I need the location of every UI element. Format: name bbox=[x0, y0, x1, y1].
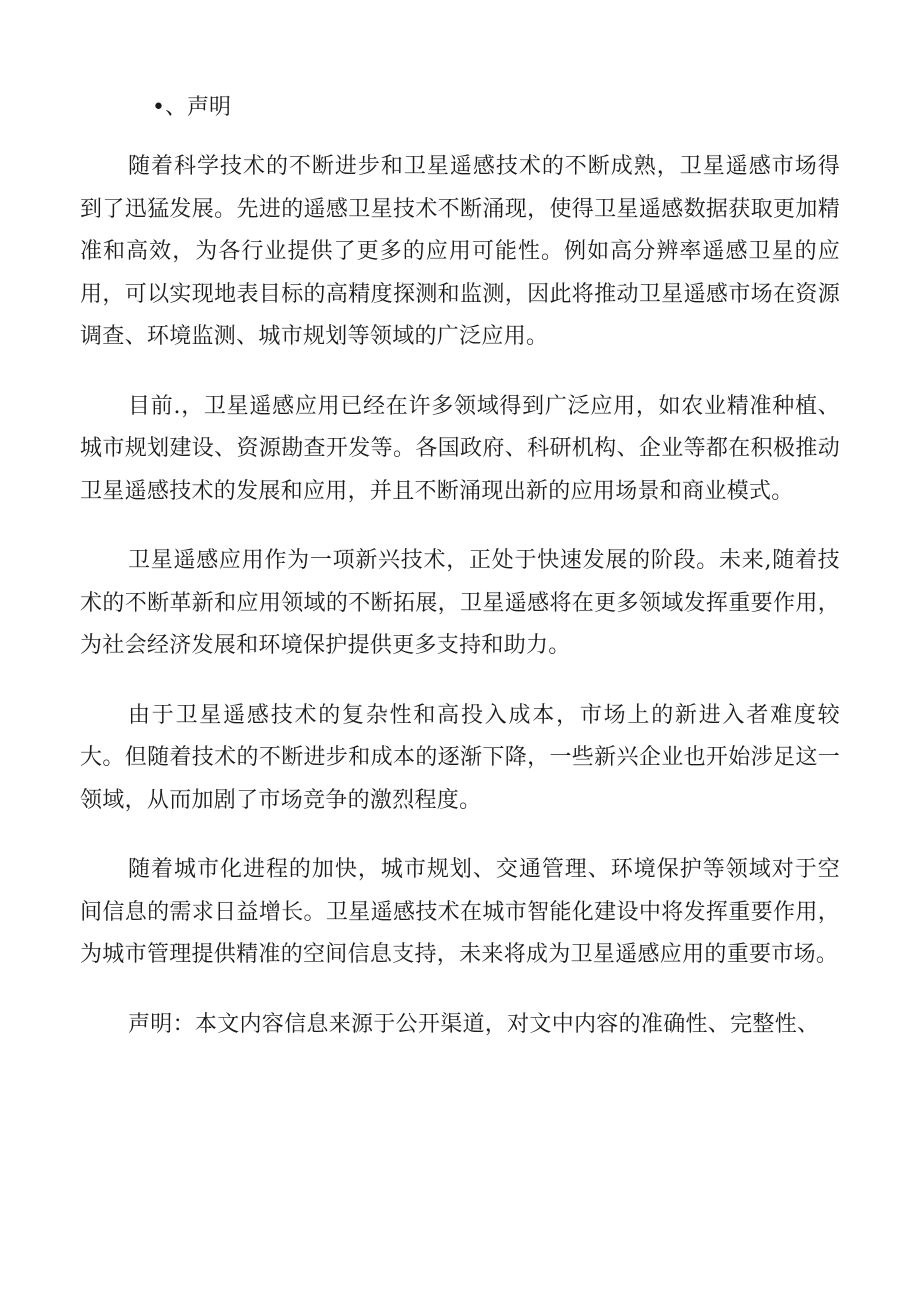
section-heading: •、声明 bbox=[152, 95, 231, 120]
paragraph-disclaimer: 声明：本文内容信息来源于公开渠道，对文中内容的准确性、完整性、 bbox=[128, 1011, 820, 1037]
paragraph-emerging-technology: 卫星遥感应用作为一项新兴技术，正处于快速发展的阶段。未来,随着技术的不断革新和应用领域的不断拓展，卫星遥感将在更多领域发挥重要作用，为社会经济发展和环境保护提供更多支持和助力。 bbox=[80, 548, 840, 658]
paragraph-market-competition: 由于卫星遥感技术的复杂性和高投入成本，市场上的新进入者难度较大。但随着技术的不断进步和成本的逐渐下降，一些新兴企业也开始涉足这一领域，从而加剧了市场竞争的激烈程度。 bbox=[80, 702, 840, 813]
paragraph-urban-demand: 随着城市化进程的加快，城市规划、交通管理、环境保护等领域对于空间信息的需求日益增长。卫星遥感技术在城市智能化建设中将发挥重要作用，为城市管理提供精准的空间信息支持，未来将成为卫星遥感应用的重要市场。 bbox=[80, 857, 840, 967]
document-body bbox=[80, 146, 840, 1073]
paragraph-current-applications: 目前.，卫星遥感应用已经在许多领域得到广泛应用，如农业精准种植、城市规划建设、资源勘查开发等。各国政府、科研机构、企业等都在积极推动卫星遥感技术的发展和应用，并且不断涌现出新的应用场景和商业模式。 bbox=[80, 393, 840, 504]
paragraph-market-development: 随着科学技术的不断进步和卫星遥感技术的不断成熟，卫星遥感市场得到了迅猛发展。先进的遥感卫星技术不断涌现，使得卫星遥感数据获取更加精准和高效，为各行业提供了更多的应用可能性。例如高分辨率遥感卫星的应用，可以实现地表目标的高精度探测和监测，因此将推动卫星遥感市场在资源调查、环境监测、城市规划等领域的广泛应用。 bbox=[80, 154, 840, 349]
